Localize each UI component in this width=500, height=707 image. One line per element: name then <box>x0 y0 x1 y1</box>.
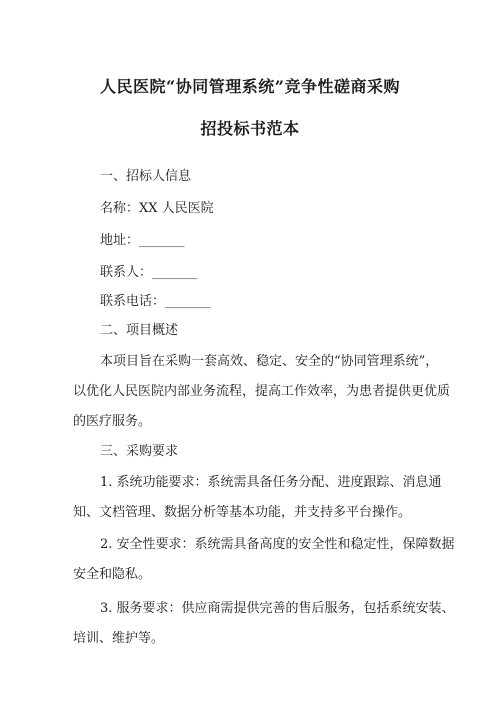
project-overview-line: 以优化人民医院内部业务流程，提高工作效率，为患者提供更优质 <box>73 384 451 399</box>
requirement-item1-line: 1. 系统功能要求：系统需具备任务分配、进度跟踪、消息通 <box>100 475 442 490</box>
section1-heading: 一、招标人信息 <box>100 169 192 184</box>
requirement-item1-line: 知、文档管理、数据分析等基本功能，并支持多平台操作。 <box>73 505 412 520</box>
document-title-line1: 人民医院“协同管理系统”竞争性磋商采购 <box>100 77 400 96</box>
section3-heading: 三、采购要求 <box>100 444 179 459</box>
bidder-address: 地址：_______ <box>100 233 185 248</box>
requirement-item2-line: 2. 安全性要求：系统需具备高度的安全性和稳定性，保障数据 <box>100 537 455 552</box>
bidder-phone: 联系电话：_______ <box>100 294 211 309</box>
project-overview-line: 的医疗服务。 <box>73 414 152 429</box>
requirement-item3-line: 培训、维护等。 <box>73 631 165 646</box>
bidder-name: 名称：XX 人民医院 <box>100 201 214 216</box>
bidder-contact: 联系人：_______ <box>100 265 198 280</box>
section2-heading: 二、项目概述 <box>100 323 179 338</box>
project-overview-line: 本项目旨在采购一套高效、稳定、安全的“协同管理系统”， <box>100 354 439 369</box>
document-title-line2: 招投标书范本 <box>200 119 300 138</box>
requirement-item3-line: 3. 服务要求：供应商需提供完善的售后服务，包括系统安装、 <box>100 601 455 616</box>
requirement-item2-line: 安全和隐私。 <box>73 567 152 582</box>
